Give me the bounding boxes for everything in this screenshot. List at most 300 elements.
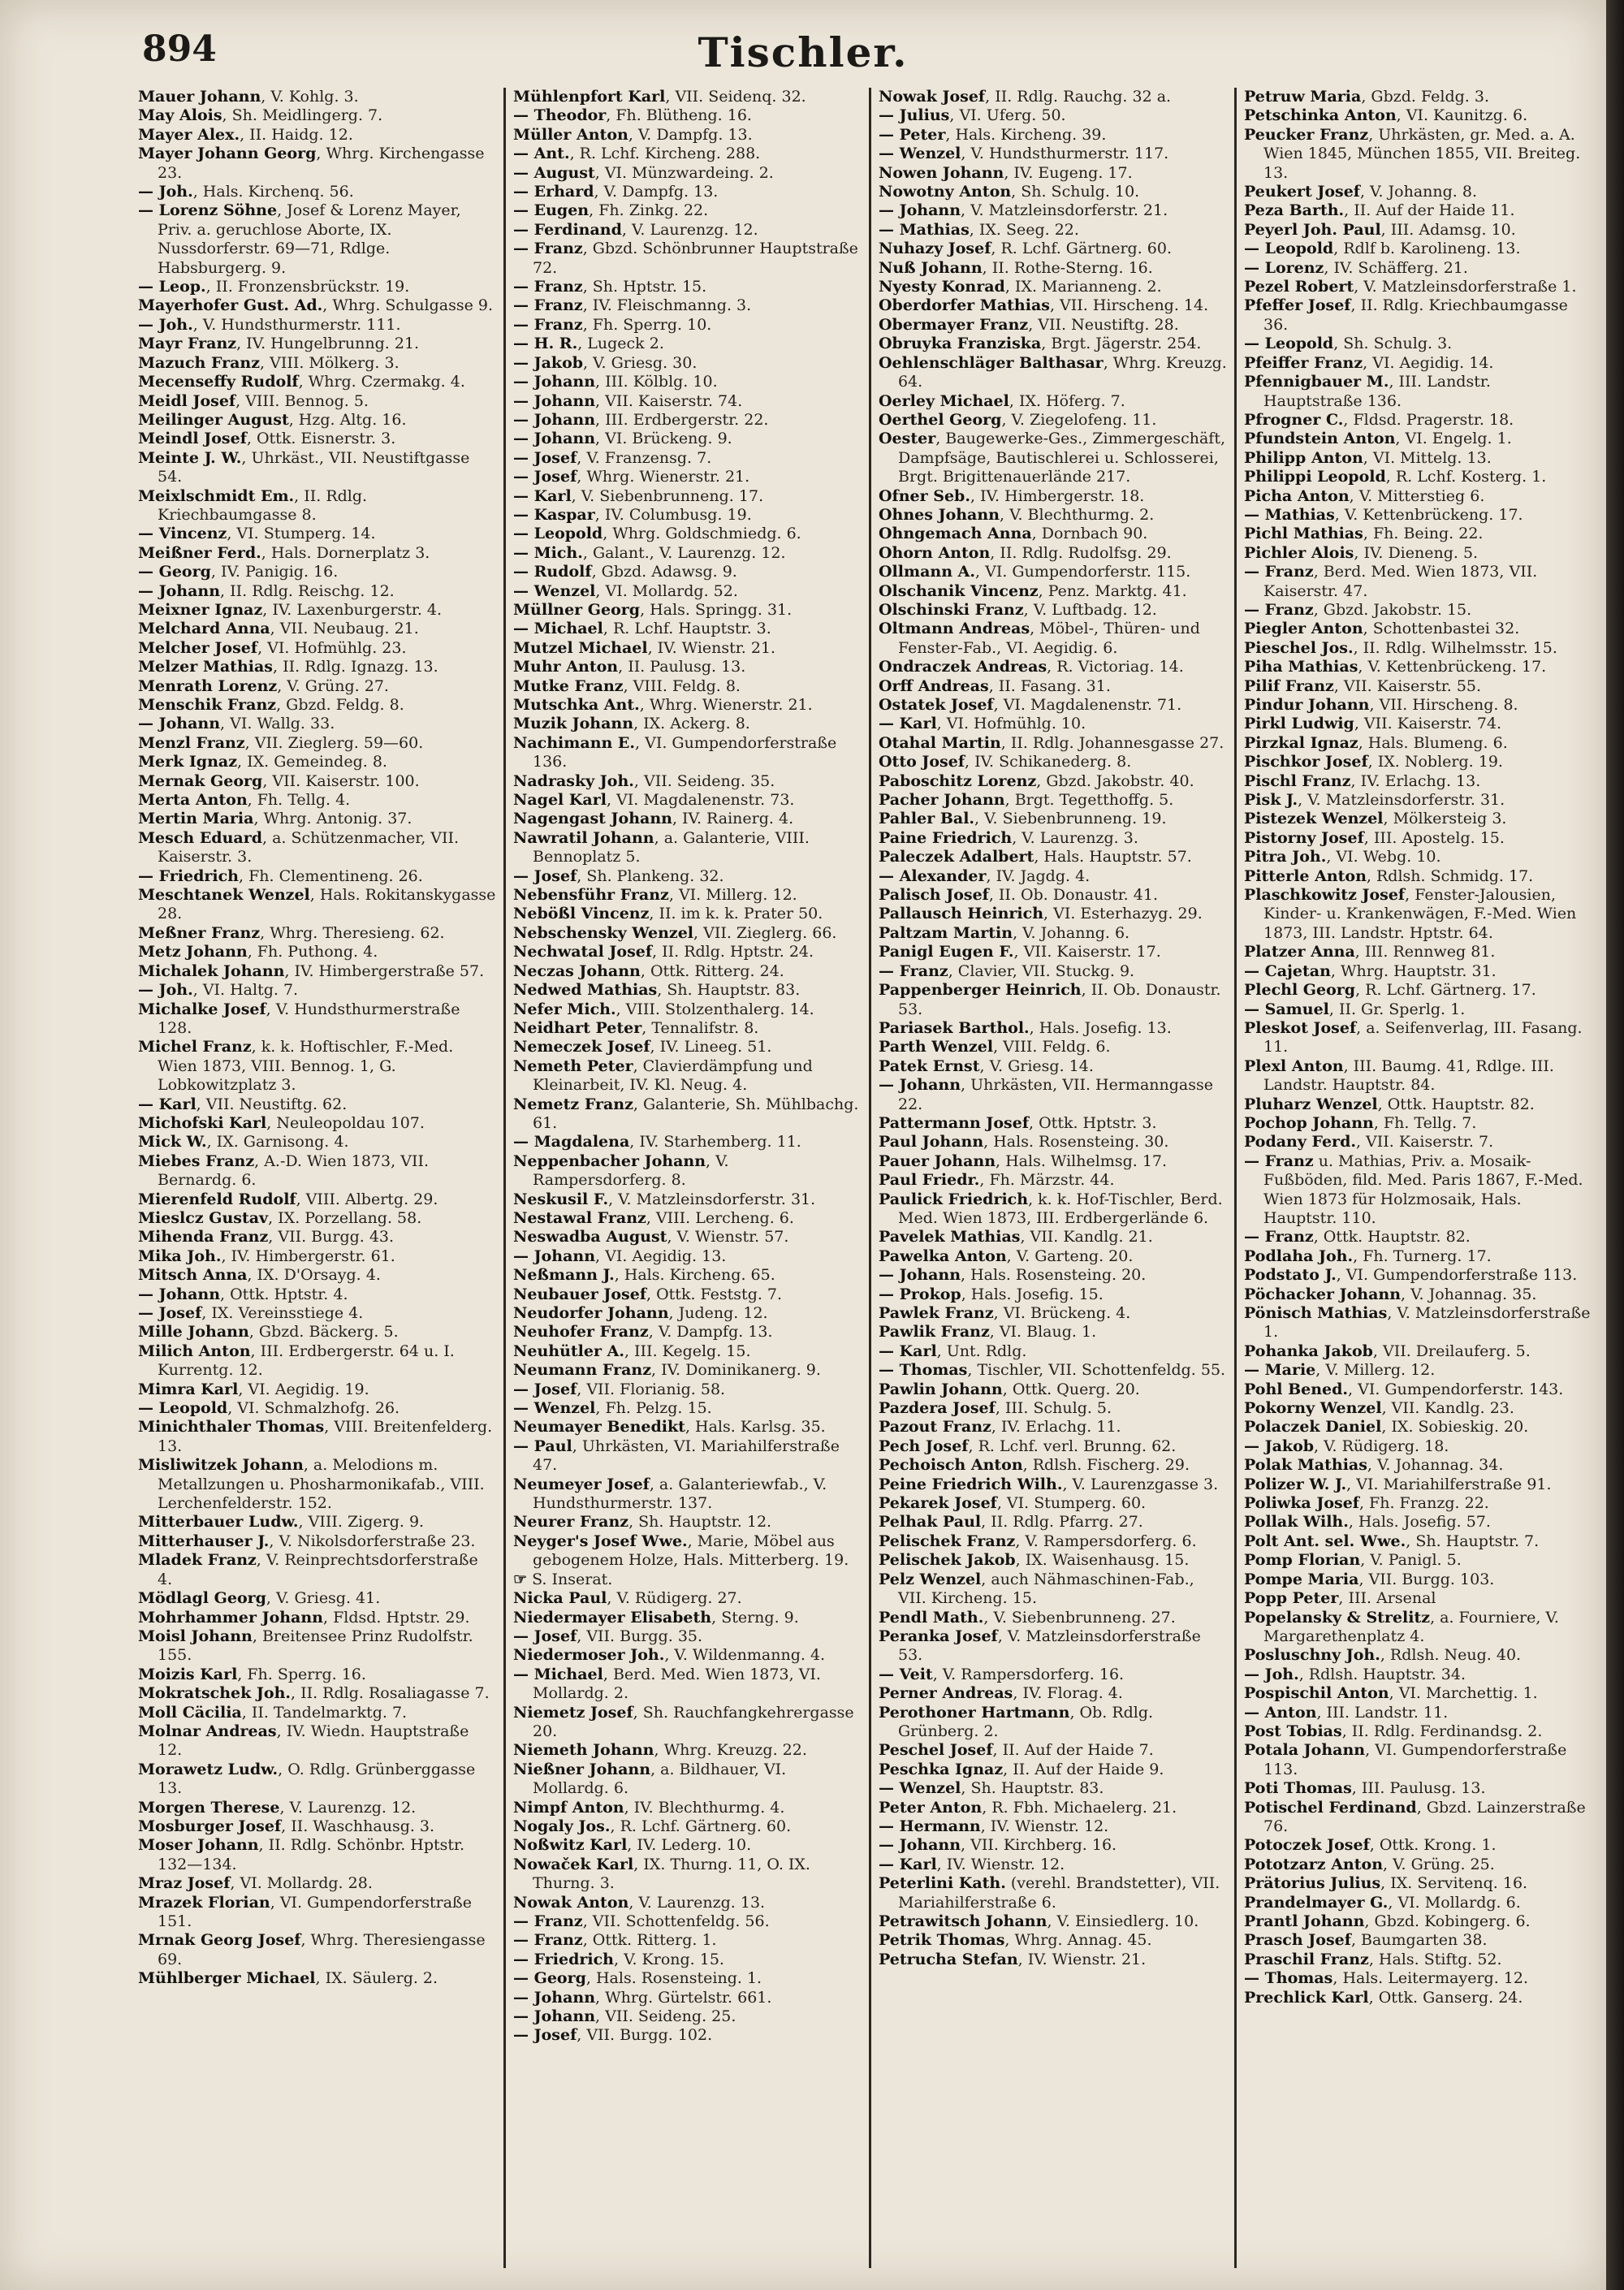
entry-name: Otto Josef xyxy=(879,753,965,771)
directory-entry xyxy=(1244,525,1592,543)
entry-name: Petrik Thomas xyxy=(879,1931,1005,1950)
entry-address: , Fh. Pelzg. 15. xyxy=(595,1399,712,1418)
entry-address: , Ottk. Ritterg. 24. xyxy=(640,961,784,980)
entry-address: , R. Lchf. verl. Brunng. 62. xyxy=(968,1437,1177,1455)
directory-entry xyxy=(513,449,862,468)
entry-name: — Georg xyxy=(513,1969,586,1988)
entry-address: , IX. Waisenhausg. 15. xyxy=(1015,1551,1190,1570)
entry-name: Nuß Johann xyxy=(879,258,983,277)
entry-name: Noßwitz Karl xyxy=(513,1836,628,1855)
directory-entry xyxy=(879,201,1227,220)
entry-address: , Sh. Meidlingerg. 7. xyxy=(222,106,383,125)
directory-entry xyxy=(1244,1494,1592,1513)
entry-name: Pichler Alois xyxy=(1244,543,1354,562)
entry-name: Pekarek Josef xyxy=(879,1494,997,1513)
entry-address: , VI. Gumpendorferstraße 113. xyxy=(1336,1266,1578,1285)
entry-name: Neuhütler A. xyxy=(513,1342,624,1360)
entry-name: — Joh. xyxy=(138,981,193,1000)
entry-address: , Ottk. Hauptstr. 82. xyxy=(1313,1228,1471,1247)
entry-name: Polt Ant. sel. Wwe. xyxy=(1244,1532,1406,1550)
entry-name: Mayerhofer Gust. Ad. xyxy=(138,296,323,315)
directory-entry xyxy=(513,601,862,620)
entry-name: Meixlschmidt Em. xyxy=(138,486,295,505)
entry-name: Mitterbauer Ludw. xyxy=(138,1513,299,1532)
entry-name: Michalek Johann xyxy=(138,961,285,980)
entry-address: , III. Kölblg. 10. xyxy=(595,373,718,391)
entry-address: , Hals. Rosensteing. 30. xyxy=(983,1133,1169,1151)
entry-address: , IV. Wienstr. 12. xyxy=(980,1817,1109,1835)
directory-entry xyxy=(513,1190,862,1209)
directory-entry xyxy=(513,1761,862,1799)
entry-address: , Whrg. Kirchengasse 23. xyxy=(158,145,485,182)
directory-column xyxy=(869,88,1234,2268)
entry-address: , V. Laurenzg. 3. xyxy=(1012,828,1138,847)
entry-name: Mohrhammer Johann xyxy=(138,1608,323,1627)
entry-address: , Ottk. Eisnerstr. 3. xyxy=(246,430,396,448)
entry-name: — Josef xyxy=(513,1627,577,1645)
directory-entry xyxy=(1244,1057,1592,1095)
entry-name: Pitra Joh. xyxy=(1244,848,1327,866)
entry-name: Pahler Bal. xyxy=(879,810,975,828)
entry-address: , VII. Hirscheng. 14. xyxy=(1049,296,1209,315)
directory-entry xyxy=(1244,1836,1592,1855)
entry-address: , VII. Seideng. 35. xyxy=(633,771,775,790)
entry-address: , R. Lchf. Gärtnerg. 60. xyxy=(991,240,1173,258)
directory-entry xyxy=(879,962,1227,981)
directory-entry xyxy=(138,1342,496,1380)
entry-address: , Ottk. Hptstr. 3. xyxy=(1029,1113,1157,1132)
entry-address: , Hals. Springg. 31. xyxy=(640,600,793,619)
entry-address: , R. Lchf. Kosterg. 1. xyxy=(1385,468,1547,486)
entry-address: , Schottenbastei 32. xyxy=(1363,620,1520,638)
entry-address: , V. Reinprechtsdorferstraße 4. xyxy=(158,1551,478,1588)
directory-entry xyxy=(513,1361,862,1380)
directory-entry xyxy=(879,1399,1227,1418)
entry-address: , Brgt. Tegetthoffg. 5. xyxy=(1004,791,1174,810)
entry-address: , II. Rdlg. Schönbr. Hptstr. 132—134. xyxy=(158,1836,465,1873)
entry-name: Nogaly Jos. xyxy=(513,1817,611,1835)
directory-entry xyxy=(138,106,496,125)
entry-address: , V. Hundsthurmerstr. 111. xyxy=(192,315,401,334)
directory-entry xyxy=(879,848,1227,866)
directory-entry xyxy=(513,88,862,106)
entry-name: — Cajetan xyxy=(1244,961,1331,980)
entry-address: , V. Griesg. 14. xyxy=(979,1056,1094,1075)
entry-name: — Karl xyxy=(513,486,572,505)
entry-address: , Hals. Karlsg. 35. xyxy=(685,1418,826,1437)
entry-address: , VI. Gumpendorferstr. 143. xyxy=(1348,1380,1564,1398)
entry-address: , VIII. Mölkerg. 3. xyxy=(260,353,400,372)
entry-address: , R. Fbh. Michaelerg. 21. xyxy=(982,1798,1177,1817)
directory-entry xyxy=(879,1323,1227,1342)
directory-entry xyxy=(1244,278,1592,296)
entry-name: Pischl Franz xyxy=(1244,771,1351,790)
entry-name: — Johann xyxy=(513,430,596,448)
entry-name: Peine Friedrich Wilh. xyxy=(879,1475,1063,1493)
directory-entry xyxy=(138,1285,496,1304)
entry-address: , Whrg. Theresiengasse 69. xyxy=(158,1931,486,1968)
entry-address: , V. Grüng. 27. xyxy=(277,676,389,695)
entry-address: , VI. Schmalzhofg. 26. xyxy=(227,1399,400,1418)
directory-entry xyxy=(513,1646,862,1665)
directory-entry xyxy=(1244,696,1592,715)
directory-entry xyxy=(879,411,1227,430)
entry-name: — Joh. xyxy=(1244,1665,1299,1683)
entry-address: , III. Rennweg 81. xyxy=(1354,943,1496,961)
directory-entry xyxy=(138,1931,496,1969)
entry-address: , Gbzd. Jakobstr. 15. xyxy=(1313,600,1472,619)
entry-name: Peucker Franz xyxy=(1244,125,1369,144)
entry-address: , II. Rdlg. Ignazg. 13. xyxy=(273,658,438,676)
entry-name: Neßmann J. xyxy=(513,1266,615,1285)
entry-name: — Marie xyxy=(1244,1361,1316,1380)
entry-name: Pelischek Franz xyxy=(879,1532,1016,1550)
directory-entry xyxy=(513,354,862,373)
directory-entry xyxy=(1244,601,1592,620)
directory-entry xyxy=(879,1951,1227,1969)
entry-address: , Hals. Kircheng. 65. xyxy=(614,1266,775,1285)
entry-name: Ollmann A. xyxy=(879,563,976,581)
entry-name: — Franz xyxy=(513,296,583,315)
directory-entry xyxy=(513,1399,862,1418)
entry-name: Perner Andreas xyxy=(879,1684,1013,1703)
entry-name: Pomp Florian xyxy=(1244,1551,1361,1570)
entry-address: , VII. Kandlg. 21. xyxy=(1020,1228,1153,1247)
directory-entry xyxy=(879,1799,1227,1817)
entry-address: , a. Galanterie, VIII. Bennoplatz 5. xyxy=(533,828,810,866)
entry-name: — Veit xyxy=(879,1665,933,1683)
entry-name: Nagel Karl xyxy=(513,791,607,810)
entry-name: Petrucha Stefan xyxy=(879,1950,1018,1968)
entry-address: , Baumgarten 38. xyxy=(1350,1931,1488,1950)
directory-entry xyxy=(513,316,862,335)
directory-entry xyxy=(138,582,496,601)
entry-name: Olschinski Franz xyxy=(879,600,1024,619)
entry-address: , IX. Säulerg. 2. xyxy=(315,1969,438,1988)
directory-entry xyxy=(138,639,496,658)
directory-entry xyxy=(513,1380,862,1399)
directory-entry xyxy=(138,1799,496,1817)
directory-entry xyxy=(138,677,496,696)
entry-address: , IV. Starhemberg. 11. xyxy=(629,1133,801,1151)
directory-entry xyxy=(513,1019,862,1038)
entry-address: , IX. Ackerg. 8. xyxy=(633,715,750,733)
entry-address: , VI. Hofmühlg. 10. xyxy=(936,715,1086,733)
entry-name: Mimra Karl xyxy=(138,1380,239,1398)
entry-name: Ohnes Johann xyxy=(879,505,1000,524)
entry-address: , VIII. Zigerg. 9. xyxy=(298,1513,425,1532)
entry-name: Petrawitsch Johann xyxy=(879,1912,1047,1930)
entry-address: , Fh. Clementineng. 26. xyxy=(238,866,423,885)
entry-name: — Franz xyxy=(1244,1228,1314,1247)
entry-name: — Alexander xyxy=(879,866,987,885)
entry-name: — Johann xyxy=(513,1988,596,2007)
entry-address: , V. Luftbadg. 12. xyxy=(1023,600,1157,619)
entry-name: Pilif Franz xyxy=(1244,676,1334,695)
entry-name: Pawlin Johann xyxy=(879,1380,1003,1398)
directory-entry xyxy=(513,1247,862,1266)
directory-entry xyxy=(513,1951,862,1969)
entry-address: , V. Dampfg. 13. xyxy=(594,183,719,201)
entry-name: — Franz xyxy=(513,240,583,258)
entry-address: , Tischler, VII. Schottenfeldg. 55. xyxy=(967,1361,1226,1380)
entry-name: — Mathias xyxy=(1244,505,1335,524)
entry-address: , R. Lchf. Kircheng. 288. xyxy=(569,145,761,163)
entry-name: Mesch Eduard xyxy=(138,828,263,847)
entry-name: Mladek Franz xyxy=(138,1551,257,1570)
directory-entry xyxy=(879,430,1227,486)
directory-entry xyxy=(879,1684,1227,1703)
directory-entry xyxy=(1244,1704,1592,1722)
directory-entry xyxy=(138,1609,496,1627)
entry-address: , Uhrkästen, VI. Mariahilferstraße 47. xyxy=(533,1437,840,1475)
directory-entry xyxy=(1244,1000,1592,1019)
directory-entry xyxy=(1244,1456,1592,1475)
directory-entry xyxy=(138,1969,496,1988)
entry-name: Paboschitz Lorenz xyxy=(879,771,1037,790)
entry-name: Mierenfeld Rudolf xyxy=(138,1190,296,1208)
entry-address: , V. Siebenbrunneng. 17. xyxy=(571,486,764,505)
entry-name: Mauer Johann xyxy=(138,88,261,106)
entry-name: Pfennigbauer M. xyxy=(1244,373,1389,391)
entry-name: Peschka Ignaz xyxy=(879,1760,1004,1778)
directory-entry xyxy=(513,240,862,278)
entry-address: , Sh. Plankeng. 32. xyxy=(577,866,724,885)
entry-name: Ofner Seb. xyxy=(879,486,970,505)
entry-address: , IV. Lederg. 10. xyxy=(627,1836,752,1855)
directory-entry xyxy=(138,1894,496,1932)
directory-entry xyxy=(879,1285,1227,1304)
entry-address: , III. Arsenal xyxy=(1338,1589,1436,1608)
directory-entry xyxy=(513,734,862,772)
entry-address: , V. Rampersdorferg. 8. xyxy=(533,1151,729,1190)
entry-name: Pitterle Anton xyxy=(1244,866,1367,885)
entry-name: Menzl Franz xyxy=(138,733,245,752)
directory-entry xyxy=(513,1038,862,1056)
entry-address: , V. Johanng. 6. xyxy=(1013,923,1130,942)
entry-name: Nawratil Johann xyxy=(513,828,654,847)
entry-address: , IX. Sobieskig. 20. xyxy=(1381,1418,1529,1437)
entry-address: , Whrg. Czermakg. 4. xyxy=(298,373,465,391)
entry-address: , V. Laurenzg. 12. xyxy=(621,220,758,239)
directory-entry xyxy=(138,1551,496,1589)
entry-address: , V. Rampersdorferg. 16. xyxy=(932,1665,1125,1683)
directory-entry xyxy=(513,1285,862,1304)
entry-name: Michel Franz xyxy=(138,1038,252,1056)
directory-entry xyxy=(1244,1532,1592,1551)
entry-address: , Sterng. 9. xyxy=(711,1608,799,1627)
entry-address: , IV. Wienstr. 21. xyxy=(647,638,776,657)
entry-address: , II. Rdlg. Ferdinandsg. 2. xyxy=(1341,1722,1543,1740)
entry-name: Mrazek Florian xyxy=(138,1893,270,1912)
entry-name: — Leopold xyxy=(1244,335,1334,353)
directory-entry xyxy=(138,1133,496,1151)
entry-name: — Magdalena xyxy=(513,1133,630,1151)
entry-name: Peterlini Kath. xyxy=(879,1874,1006,1893)
entry-name: Pelhak Paul xyxy=(879,1513,982,1532)
entry-address: , Gbzd. Schönbrunner Hauptstraße 72. xyxy=(533,240,858,277)
directory-entry xyxy=(138,715,496,733)
entry-address: , V. Rüdigerg. 27. xyxy=(607,1589,742,1608)
entry-address: , R. Lchf. Gärtnerg. 17. xyxy=(1355,981,1536,1000)
directory-entry xyxy=(513,335,862,353)
entry-name: Plechl Georg xyxy=(1244,981,1356,1000)
directory-entry xyxy=(513,1418,862,1437)
entry-address: , VI. Blaug. 1. xyxy=(989,1323,1097,1342)
entry-name: Pawelka Anton xyxy=(879,1247,1007,1265)
entry-address: , IX. Servitenq. 16. xyxy=(1380,1874,1528,1893)
directory-entry xyxy=(138,126,496,145)
directory-entry xyxy=(879,1019,1227,1038)
entry-name: Milich Anton xyxy=(138,1342,251,1360)
entry-name: Pezel Robert xyxy=(1244,278,1354,296)
entry-address: , IV. Dominikanerg. 9. xyxy=(651,1361,821,1380)
entry-address: , V. Einsiedlerg. 10. xyxy=(1047,1912,1199,1930)
entry-name: — Johann xyxy=(879,201,961,220)
directory-entry xyxy=(879,1057,1227,1076)
entry-name: — Friedrich xyxy=(513,1950,614,1968)
entry-address: , A.-D. Wien 1873, VII. Bernardg. 6. xyxy=(158,1151,430,1190)
entry-name: Moll Cäcilia xyxy=(138,1703,242,1722)
directory-entry xyxy=(879,1532,1227,1551)
entry-name: — Rudolf xyxy=(513,563,592,581)
directory-entry xyxy=(879,1931,1227,1950)
directory-entry xyxy=(138,183,496,201)
directory-entry xyxy=(1244,981,1592,1000)
entry-address: , VII. Neubaug. 21. xyxy=(270,620,419,638)
entry-name: Pollak Wilh. xyxy=(1244,1513,1349,1532)
entry-name: Mühlberger Michael xyxy=(138,1969,316,1988)
entry-address: , Fh. Blütheng. 16. xyxy=(606,106,752,125)
entry-address: , II. Rdlg. Pfarrg. 27. xyxy=(981,1513,1143,1532)
entry-address: , a. Seifenverlag, III. Fasang. 11. xyxy=(1263,1018,1583,1056)
directory-entry xyxy=(879,106,1227,125)
entry-name: Pompe Maria xyxy=(1244,1570,1359,1588)
entry-address: , Gbzd. Lainzerstraße 76. xyxy=(1263,1798,1586,1835)
directory-entry xyxy=(1244,962,1592,981)
directory-entry xyxy=(879,1342,1227,1361)
entry-address: , VI. Magdalenenstr. 73. xyxy=(606,791,795,810)
entry-address: , Clavier, VII. Stuckg. 9. xyxy=(948,961,1135,980)
entry-name: — Ant. xyxy=(513,145,570,163)
directory-entry xyxy=(1244,449,1592,468)
entry-address: , Hals. Rokitanskygasse 28. xyxy=(158,886,496,923)
directory-entry xyxy=(1244,1342,1592,1361)
entry-name: — Johann xyxy=(513,2007,596,2026)
entry-name: Ostatek Josef xyxy=(879,696,994,714)
entry-name: Potischel Ferdinand xyxy=(1244,1798,1417,1817)
directory-entry xyxy=(879,506,1227,525)
entry-name: Mutschka Ant. xyxy=(513,696,640,714)
entry-address: , II. Gr. Sperlg. 1. xyxy=(1328,1000,1466,1018)
entry-address: , IV. Himbergerstr. 61. xyxy=(221,1247,395,1265)
directory-entry xyxy=(513,430,862,448)
entry-address: , V. Hundsthurmerstr. 117. xyxy=(961,145,1169,163)
entry-address: , VIII. Feldg. 6. xyxy=(993,1038,1111,1056)
directory-entry xyxy=(138,278,496,296)
entry-address: , IV. Himbergerstraße 57. xyxy=(284,961,485,980)
directory-entry xyxy=(513,1095,862,1134)
entry-address: , Gbzd. Bäckerg. 5. xyxy=(248,1323,399,1342)
entry-address: , V. Hundsthurmerstraße 128. xyxy=(158,1000,460,1037)
directory-entry xyxy=(513,2026,862,2045)
entry-name: Pototzarz Anton xyxy=(1244,1855,1384,1873)
directory-entry xyxy=(1244,1722,1592,1741)
entry-name: Paul Friedr. xyxy=(879,1171,980,1190)
entry-address: , Whrg. Kreuzg. 22. xyxy=(654,1741,807,1760)
directory-entry xyxy=(879,867,1227,886)
directory-entry xyxy=(1244,1228,1592,1247)
entry-name: Niedermoser Joh. xyxy=(513,1646,665,1665)
directory-entry xyxy=(879,753,1227,771)
entry-name: Prechlick Karl xyxy=(1244,1988,1369,2007)
entry-address: , Hals. Stiftg. 52. xyxy=(1368,1950,1502,1968)
entry-name: Oester xyxy=(879,430,936,448)
entry-name: — Karl xyxy=(879,1342,937,1360)
entry-name: Poliwka Josef xyxy=(1244,1494,1359,1513)
directory-entry xyxy=(1244,221,1592,240)
directory-entry xyxy=(138,296,496,315)
entry-address: , Ottk. Krong. 1. xyxy=(1369,1836,1497,1855)
directory-entry xyxy=(138,1418,496,1456)
entry-name: Nemetz Franz xyxy=(513,1095,633,1113)
entry-name: — Wenzel xyxy=(879,145,961,163)
entry-address: , Uhrkästen, VII. Hermanngasse 22. xyxy=(898,1076,1213,1113)
entry-name: Morawetz Ludw. xyxy=(138,1760,279,1778)
entry-name: Posluschny Joh. xyxy=(1244,1646,1380,1665)
entry-name: May Alois xyxy=(138,106,222,125)
entry-name: Popp Peter xyxy=(1244,1589,1339,1608)
directory-entry xyxy=(513,1304,862,1323)
entry-name: Prandelmayer G. xyxy=(1244,1893,1389,1912)
directory-entry xyxy=(1244,468,1592,486)
entry-name: — Johann xyxy=(513,1247,596,1265)
directory-entry xyxy=(1244,1437,1592,1456)
directory-entry xyxy=(879,1152,1227,1171)
entry-address: , VII. Kaiserstr. 17. xyxy=(1013,943,1161,961)
directory-entry xyxy=(1244,1969,1592,1988)
entry-address: , Fldsd. Pragerstr. 18. xyxy=(1343,410,1514,429)
directory-entry xyxy=(879,734,1227,753)
entry-address: , Judeng. 12. xyxy=(668,1304,768,1322)
entry-address: S. Inserat. xyxy=(527,1570,613,1588)
entry-name: Peschel Josef xyxy=(879,1741,993,1760)
entry-name: Peukert Josef xyxy=(1244,183,1360,201)
entry-name: — Franz xyxy=(513,315,583,334)
entry-name: Pospischil Anton xyxy=(1244,1684,1389,1703)
directory-entry xyxy=(513,525,862,543)
directory-entry xyxy=(513,1741,862,1760)
entry-name: — Leopold xyxy=(1244,240,1334,258)
directory-entry xyxy=(879,1304,1227,1323)
entry-address: , Ottk. Ritterg. 1. xyxy=(582,1931,717,1950)
entry-address: , VII. Dreilauferg. 5. xyxy=(1372,1342,1531,1360)
entry-address: , VI. Aegidig. 14. xyxy=(1363,353,1494,372)
entry-name: Paine Friedrich xyxy=(879,828,1013,847)
entry-address: , Marie, Möbel aus gebogenem Holze, Hals. Mitterberg. 19. xyxy=(533,1532,849,1570)
entry-address: , V. Wienstr. 57. xyxy=(667,1228,789,1247)
directory-entry xyxy=(1244,1285,1592,1304)
directory-entry xyxy=(879,1247,1227,1266)
directory-entry xyxy=(513,1133,862,1151)
directory-entry xyxy=(138,1247,496,1266)
directory-entry xyxy=(1244,810,1592,828)
directory-entry xyxy=(1244,1571,1592,1589)
directory-entry xyxy=(138,734,496,753)
directory-entry xyxy=(879,1856,1227,1874)
entry-name: Meßner Franz xyxy=(138,923,261,942)
directory-entry xyxy=(1244,1247,1592,1266)
